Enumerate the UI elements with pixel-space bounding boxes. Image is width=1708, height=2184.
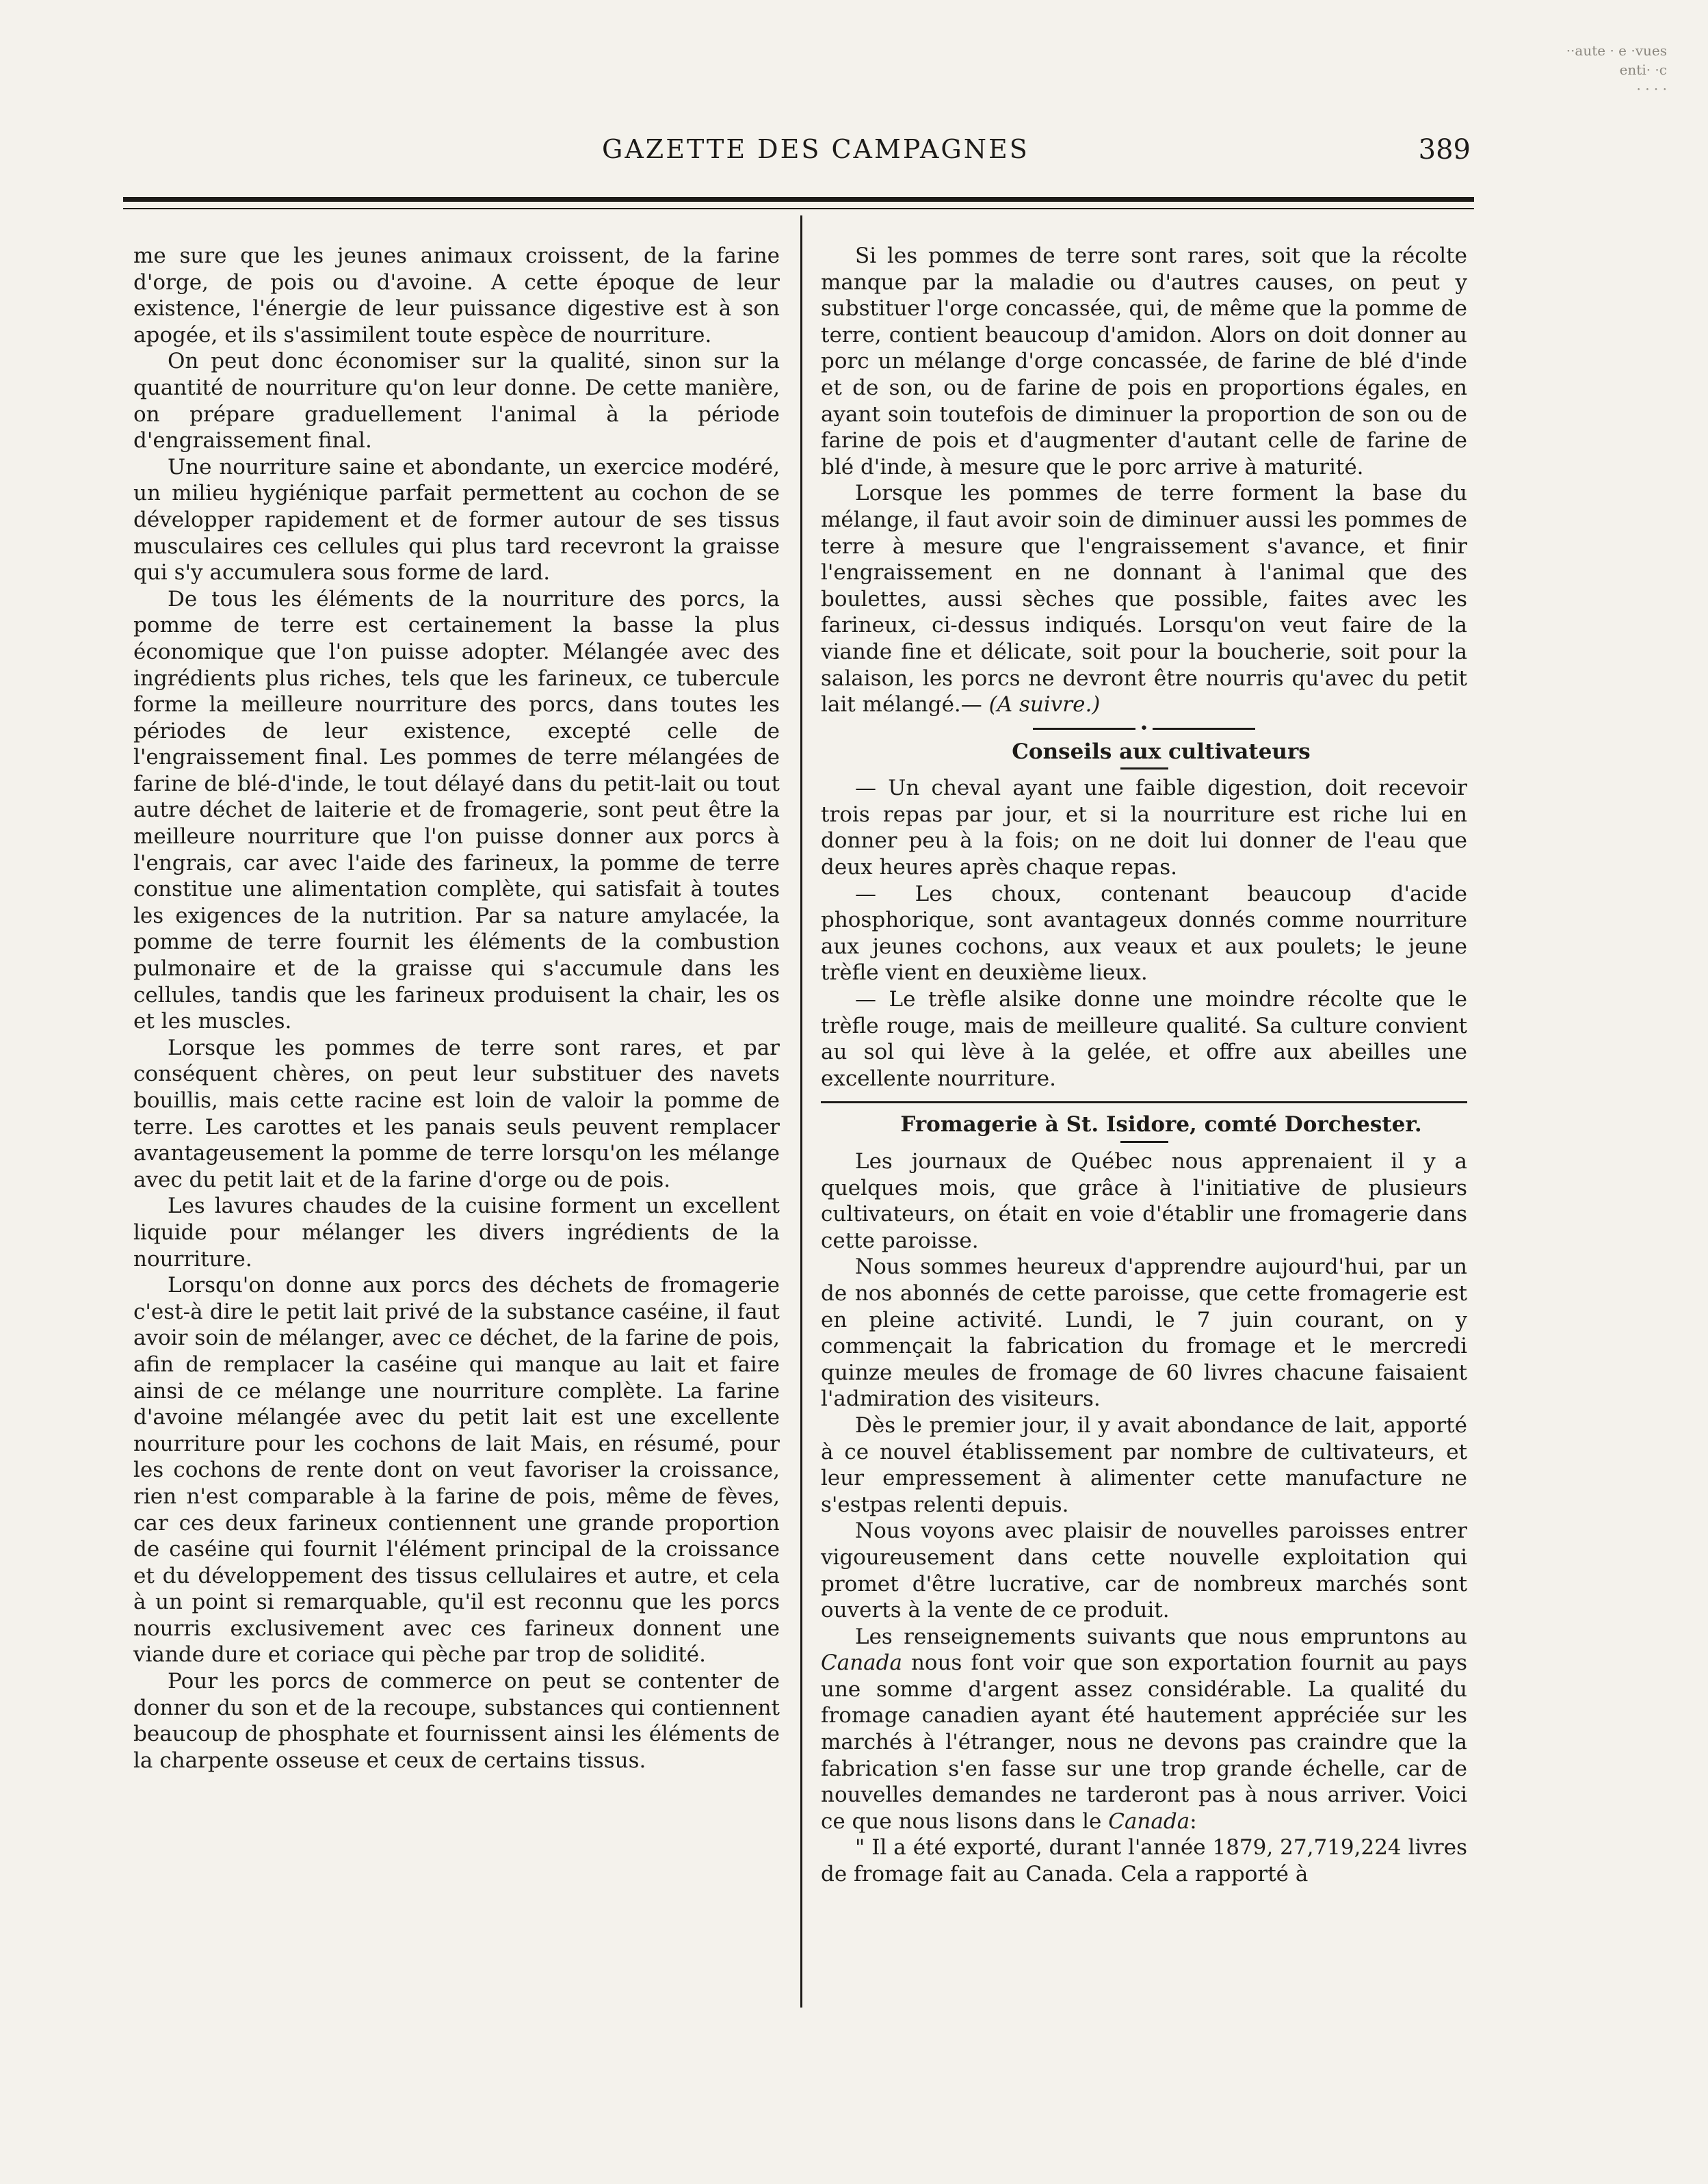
paragraph: Pour les porcs de commerce on peut se contenter de donner du son et de la recoupe, substances qui contiennent beaucoup de phosphate et fournissent ainsi les éléments de la charpente osseuse et ceux de certains tissus. [133,1669,780,1773]
section-separator-full [821,1101,1467,1103]
column-divider [800,215,802,2008]
paragraph: me sure que les jeunes animaux croissent, de la farine d'orge, de pois ou d'avoine. A cette époque de leur existence, l'énergie de leur puissance digestive est à son apogée, et ils s'assimilent toute espèce de nourriture. [133,244,780,347]
paragraph: Une nourriture saine et abondante, un exercice modéré, un milieu hygiénique parfait permettent au cochon de se développer rapidement et de former autour de ses tissus musculaires ces cellules qui plus tard recevront la graisse qui s'y accumulera sous forme de lard. [133,454,780,586]
heading-underline [1120,767,1168,769]
heading-underline [1120,1141,1168,1143]
paragraph: Dès le premier jour, il y avait abondance de lait, apporté à ce nouvel établissement par nombre de cultivateurs, et leur empressement à alimenter cette manufacture ne s'estpas relenti depuis. [821,1412,1467,1517]
page-header [123,134,1471,175]
paragraph-text: : [1190,1808,1197,1834]
running-title: GAZETTE DES CAMPAGNES [602,134,1029,164]
paragraph-text: Lorsque les pommes de terre forment la base du mélange, il faut avoir soin de diminuer aussi les pommes de terre à mesure que l'engraissement s'avance, et finir l'engraissement en ne donnant à l'animal que des boulettes, aussi sèches que possible, faites avec les farineux, ci-dessus indiqués. Lorsqu'on veut faire de la viande fine et délicate, soit pour la boucherie, soit pour la salaison, les porcs ne devront être nourris qu'avec du petit lait mélangé.— [821,481,1467,718]
corner-stamp [1503,41,1667,98]
paragraph: Nous voyons avec plaisir de nouvelles paroisses entrer vigoureusement dans cette nouvelle exploitation qui promet d'être lucrative, car de nombreux marchés sont ouverts à la vente de ce produit. [821,1518,1467,1623]
paragraph: De tous les éléments de la nourriture des porcs, la pomme de terre est certainement la basse la plus économique que l'on puisse adopter. Mélangée avec des ingrédients plus riches, tels que les farineux, ce tubercule forme la meilleure nourriture des porcs, dans toutes les périodes de leur existence, excepté celle de l'engraissement final. Les pommes de terre mélangées de farine de blé-d'inde, le tout délayé dans du petit-lait ou tout autre déchet de laiterie et de fromagerie, sont peut être la meilleure nourriture que l'on puisse donner aux porcs à l'engrais, car avec l'aide des farineux, la pomme de terre constitue une alimentation complète, qui satisfait à toutes les exigences de la nutrition. Par sa nature amylacée, la pomme de terre fournit les éléments de la combustion pulmonaire et de la graisse qui s'accumule dans les cellules, tandis que les farineux produisent la chair, les os et les muscles. [133,586,780,1034]
paragraph: Les journaux de Québec nous apprenaient il y a quelques mois, que grâce à l'initiative de plusieurs cultivateurs, on était en voie d'établir une fromagerie dans cette paroisse. [821,1149,1467,1253]
corner-stamp-line: ··aute · e ·vues [1566,42,1667,59]
newspaper-title: Canada [821,1650,902,1676]
paragraph [821,480,1467,718]
paragraph: Les lavures chaudes de la cuisine forment un excellent liquide pour mélanger les divers ingrédients de la nourriture. [133,1194,780,1272]
paragraph: Lorsque les pommes de terre sont rares, et par conséquent chères, on peut leur substituer des navets bouillis, mais cette racine est loin de valoir la pomme de terre. Les carottes et les panais seuls peuvent remplacer avantageusement la pomme de terre lorsqu'on les mélange avec du petit lait et de la farine d'orge ou de pois. [133,1035,780,1192]
advice-item: — Le trèfle alsike donne une moindre récolte que le trèfle rouge, mais de meilleure qualité. Sa culture convient au sol qui lève à la gelée, et offre aux abeilles une excellente nourriture. [821,987,1467,1091]
paragraph-text: nous font voir que son exportation fournit au pays une somme d'argent assez considérable. La qualité du fromage canadien ayant été hautement appréciée sur les marchés à l'étranger, nous ne devons pas craindre que la fabrication s'en fasse sur une trop grande échelle, car de nouvelles demandes ne tarderont pas à nous arriver. Voici ce que nous lisons dans le [821,1650,1467,1834]
right-column [821,243,1467,1888]
section-heading-conseils: Conseils aux cultivateurs [1012,739,1311,764]
advice-item: — Un cheval ayant une faible digestion, doit recevoir trois repas par jour, et si la nourriture est riche lui en donner peu à la fois; on ne doit lui donner de l'eau que deux heures après chaque repas. [821,776,1467,880]
paragraph: Lorsqu'on donne aux porcs des déchets de fromagerie c'est-à dire le petit lait privé de la substance caséine, il faut avoir soin de mélanger, avec ce déchet, de la farine de pois, afin de remplacer la caséine qui manque au lait et faire ainsi de ce mélange une nourriture complète. La farine d'avoine mélangée avec du petit lait est une excellente nourriture pour les cochons de lait Mais, en résumé, pour les cochons de rente dont on veut favoriser la croissance, rien n'est comparable à la farine de pois, même de fèves, car ces deux farineux contiennent une grande proportion de caséine qui fournit l'élément principal de la croissance et du développement des tissus cellulaires et autre, et cela à un point si remarquable, qu'il est reconnu que les porcs nourris exclusivement avec ces farineux donnent une viande dure et coriace qui pèche par trop de solidité. [133,1273,780,1668]
quote-paragraph: " Il a été exporté, durant l'année 1879, 27,719,224 livres de fromage fait au Canada. Cela a rapporté à [821,1835,1467,1887]
paragraph: Nous sommes heureux d'apprendre aujourd'hui, par un de nos abonnés de cette paroisse, que cette fromagerie est en pleine activité. Lundi, le 7 juin courant, on y commençait la fabrication du fromage et le mercredi quinze meules de fromage de 60 livres chacune faisaient l'admiration des visiteurs. [821,1254,1467,1412]
header-rule-thick [123,197,1474,202]
section-separator: • [821,722,1467,736]
to-be-continued: (A suivre.) [988,692,1101,718]
section-heading-fromagerie: Fromagerie à St. Isidore, comté Dorchester. [900,1112,1422,1137]
page-number: 389 [1418,134,1471,166]
newspaper-title: Canada [1108,1808,1190,1834]
corner-stamp-line: enti· ·c [1619,62,1667,78]
left-column [133,243,780,1774]
corner-stamp-line: · · · · [1636,81,1667,97]
advice-item: — Les choux, contenant beaucoup d'acide phosphorique, sont avantageux donnés comme nourriture aux jeunes cochons, aux veaux et aux poulets; le jeune trèfle vient en deuxième lieux. [821,881,1467,986]
header-rule-thin [123,208,1474,209]
paragraph [821,1624,1467,1835]
paragraph: On peut donc économiser sur la qualité, sinon sur la quantité de nourriture qu'on leur donne. De cette manière, on prépare graduellement l'animal à la période d'engraissement final. [133,349,780,453]
paragraph-text: Les renseignements suivants que nous empruntons au [855,1624,1467,1649]
paragraph: Si les pommes de terre sont rares, soit que la récolte manque par la maladie ou d'autres causes, on peut y substituer l'orge concassée, qui, de même que la pomme de terre, contient beaucoup d'amidon. Alors on doit donner au porc un mélange d'orge concassée, de farine de blé d'inde et de son, ou de farine de pois en proportions égales, en ayant soin toutefois de diminuer la proportion de son ou de farine de pois et d'augmenter d'autant celle de farine de blé d'inde, à mesure que le porc arrive à maturité. [821,244,1467,479]
